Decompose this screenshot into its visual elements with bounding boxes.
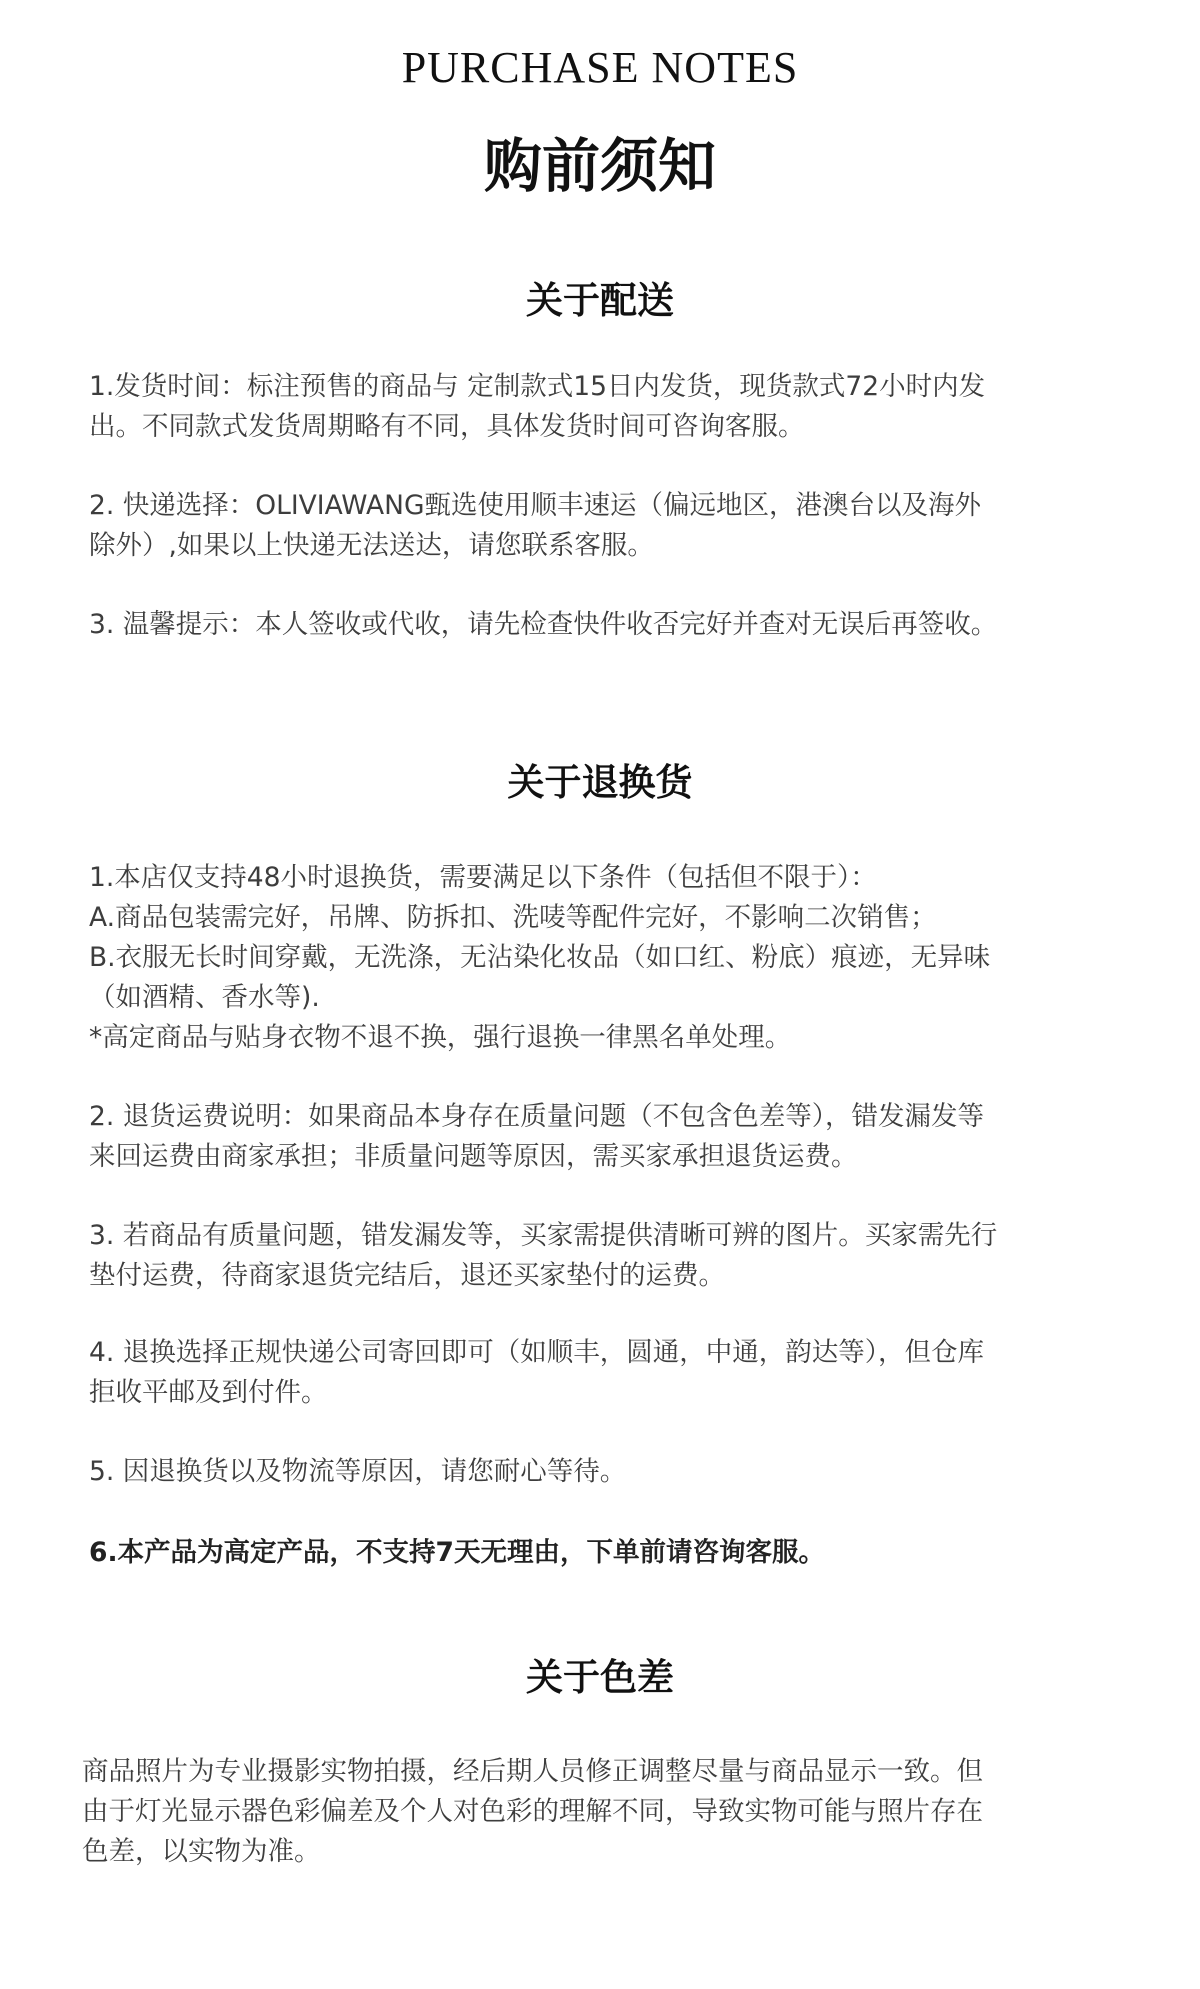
- text-line: B.衣服无长时间穿戴，无洗涤，无沾染化妆品（如口红、粉底）痕迹，无异味: [89, 942, 991, 973]
- text-line: 垫付运费，待商家退货完结后，退还买家垫付的运费。: [89, 1260, 725, 1291]
- text-line: 6.本产品为高定产品，不支持7天无理由，下单前请咨询客服。: [89, 1537, 825, 1568]
- text-line: 拒收平邮及到付件。: [89, 1377, 328, 1408]
- section-heading-color-difference: 关于色差: [526, 1656, 674, 1699]
- color-difference-paragraph: [82, 1752, 1122, 1872]
- text-line: 1.发货时间：标注预售的商品与 定制款式15日内发货，现货款式72小时内发: [89, 371, 986, 402]
- returns-paragraph-3: [89, 1216, 1129, 1296]
- returns-paragraph-1: [89, 858, 1129, 1058]
- section-heading-returns: 关于退换货: [507, 761, 693, 804]
- delivery-paragraph-3: [89, 605, 1129, 645]
- section-heading-delivery: 关于配送: [526, 279, 674, 322]
- text-line: 3. 若商品有质量问题，错发漏发等，买家需提供清晰可辨的图片。买家需先行: [89, 1220, 998, 1251]
- text-line: （如酒精、香水等).: [89, 982, 320, 1013]
- page-title-cn: 购前须知: [483, 132, 716, 200]
- text-line: 出。不同款式发货周期略有不同，具体发货时间可咨询客服。: [89, 411, 805, 442]
- delivery-paragraph-2: [89, 486, 1129, 566]
- page-title-en: PURCHASE NOTES: [401, 43, 799, 92]
- delivery-paragraph-1: [89, 367, 1129, 447]
- text-line: 5. 因退换货以及物流等原因，请您耐心等待。: [89, 1456, 627, 1487]
- text-line: A.商品包装需完好，吊牌、防拆扣、洗唛等配件完好，不影响二次销售；: [89, 902, 937, 933]
- returns-paragraph-2: [89, 1097, 1129, 1177]
- returns-paragraph-4: [89, 1333, 1129, 1413]
- text-line: 3. 温馨提示：本人签收或代收，请先检查快件收否完好并查对无误后再签收。: [89, 609, 998, 640]
- text-line: 色差，以实物为准。: [82, 1836, 321, 1867]
- text-line: 1.本店仅支持48小时退换货，需要满足以下条件（包括但不限于）：: [89, 862, 877, 893]
- returns-paragraph-6-notice: [89, 1533, 1129, 1573]
- text-line: 由于灯光显示器色彩偏差及个人对色彩的理解不同，导致实物可能与照片存在: [82, 1796, 983, 1827]
- text-line: 2. 快递选择：OLIVIAWANG甄选使用顺丰速运（偏远地区，港澳台以及海外: [89, 490, 982, 521]
- text-line: *高定商品与贴身衣物不退不换，强行退换一律黑名单处理。: [89, 1022, 792, 1053]
- text-line: 除外）,如果以上快递无法送达，请您联系客服。: [89, 530, 654, 561]
- text-line: 商品照片为专业摄影实物拍摄，经后期人员修正调整尽量与商品显示一致。但: [82, 1756, 983, 1787]
- text-line: 4. 退换选择正规快递公司寄回即可（如顺丰，圆通，中通，韵达等），但仓库: [89, 1337, 984, 1368]
- returns-paragraph-5: [89, 1452, 1129, 1492]
- text-line: 2. 退货运费说明：如果商品本身存在质量问题（不包含色差等），错发漏发等: [89, 1101, 984, 1132]
- text-line: 来回运费由商家承担；非质量问题等原因，需买家承担退货运费。: [89, 1141, 858, 1172]
